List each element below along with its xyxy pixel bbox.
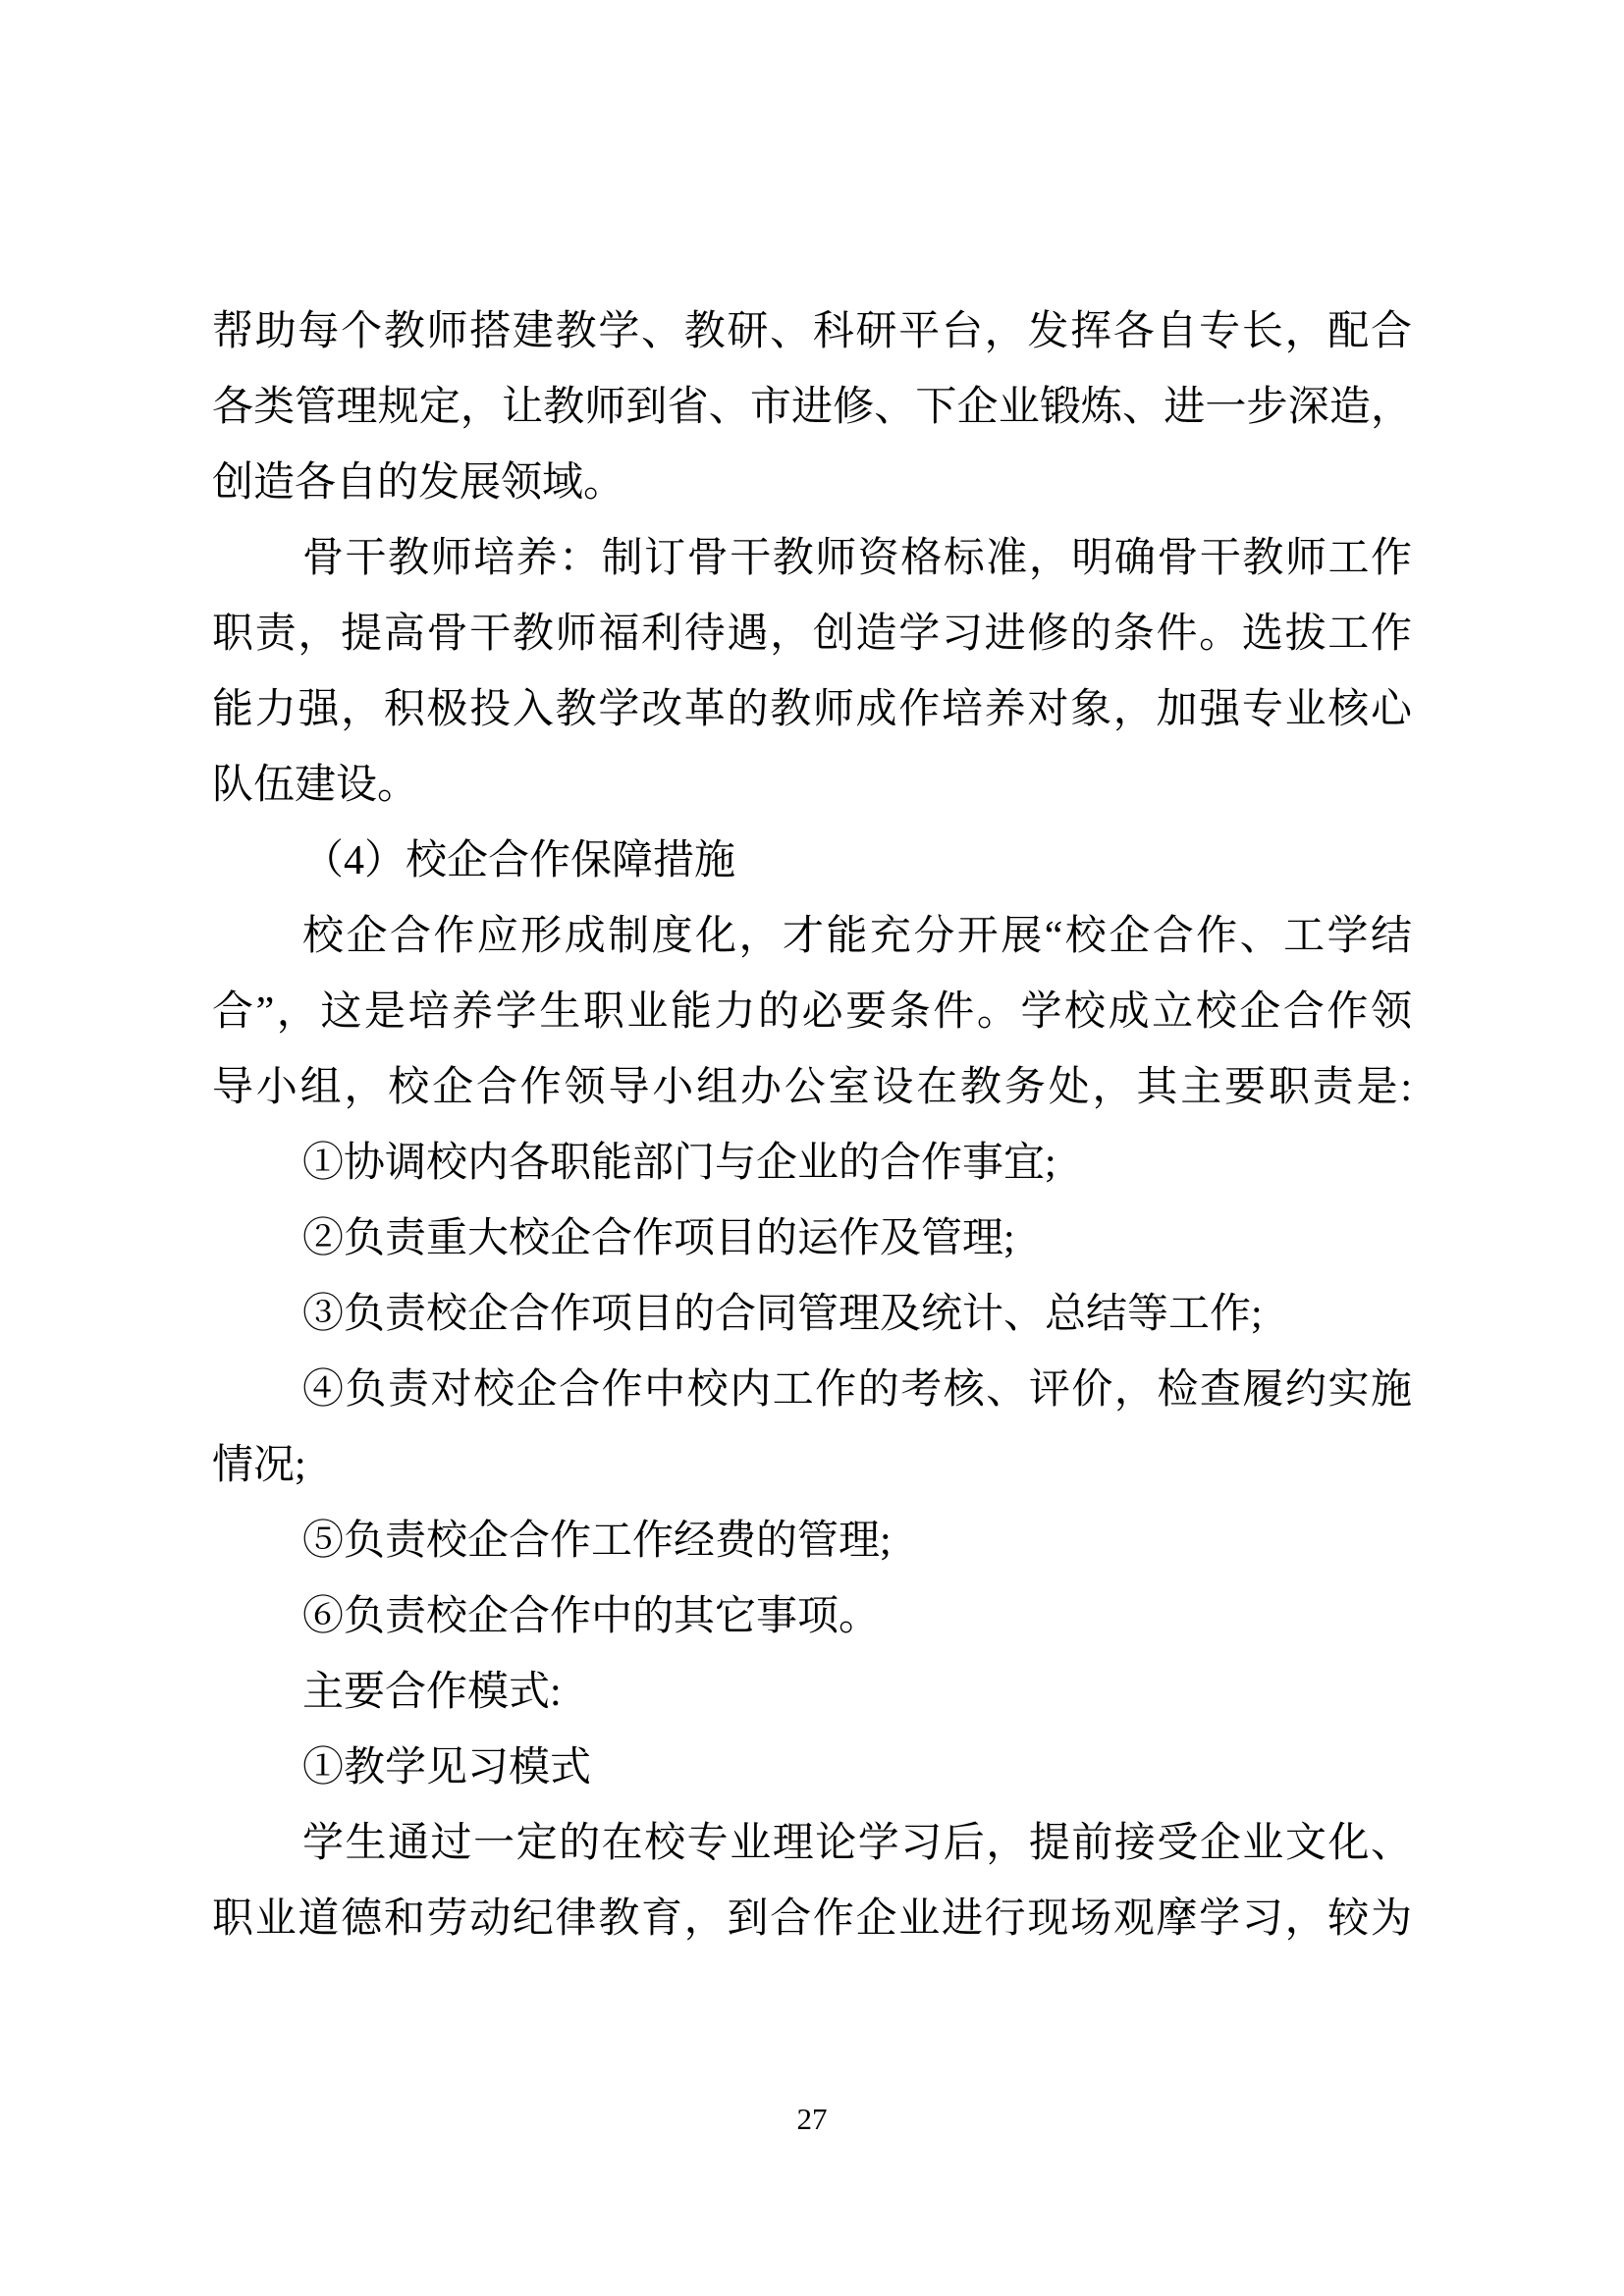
text-line: ①协调校内各职能部门与企业的合作事宜;	[302, 1141, 1056, 1186]
text-line: ①教学见习模式	[302, 1745, 592, 1790]
text-line: 帮助每个教师搭建教学、教研、科研平台，发挥各自专长，配合	[212, 309, 1412, 354]
text-line: ③负责校企合作项目的合同管理及统计、总结等工作;	[302, 1292, 1263, 1337]
text-line: 各类管理规定，让教师到省、市进修、下企业锻炼、进一步深造，	[212, 385, 1412, 430]
text-line: 队伍建设。	[212, 763, 419, 808]
text-line: 校企合作应形成制度化，才能充分开展“校企合作、工学结	[302, 914, 1412, 959]
text-line: ⑤负责校企合作工作经费的管理;	[302, 1519, 892, 1564]
text-line: 职业道德和劳动纪律教育，到合作企业进行现场观摩学习，较为	[212, 1896, 1412, 1942]
text-line: 骨干教师培养：制订骨干教师资格标准，明确骨干教师工作	[302, 536, 1412, 581]
document-body	[212, 294, 1412, 1957]
text-line: 情况;	[212, 1443, 306, 1488]
text-line: 能力强，积极投入教学改革的教师成作培养对象，加强专业核心	[212, 687, 1412, 732]
text-line: 学生通过一定的在校专业理论学习后，提前接受企业文化、	[302, 1821, 1412, 1866]
text-line: ⑥负责校企合作中的其它事项。	[302, 1594, 881, 1639]
text-line: 合”，这是培养学生职业能力的必要条件。学校成立校企合作领	[212, 989, 1412, 1035]
text-line: ④负责对校企合作中校内工作的考核、评价，检查履约实施	[302, 1367, 1412, 1413]
page-number: 27	[796, 2102, 828, 2136]
text-line: 职责，提高骨干教师福利待遇，创造学习进修的条件。选拔工作	[212, 612, 1412, 657]
text-line: 主要合作模式:	[302, 1670, 562, 1715]
text-line: （4）校企合作保障措施	[302, 838, 736, 883]
text-line: ②负责重大校企合作项目的运作及管理;	[302, 1216, 1015, 1261]
text-line: 创造各自的发展领域。	[212, 460, 625, 506]
text-line: 导小组，校企合作领导小组办公室设在教务处，其主要职责是:	[212, 1065, 1412, 1110]
